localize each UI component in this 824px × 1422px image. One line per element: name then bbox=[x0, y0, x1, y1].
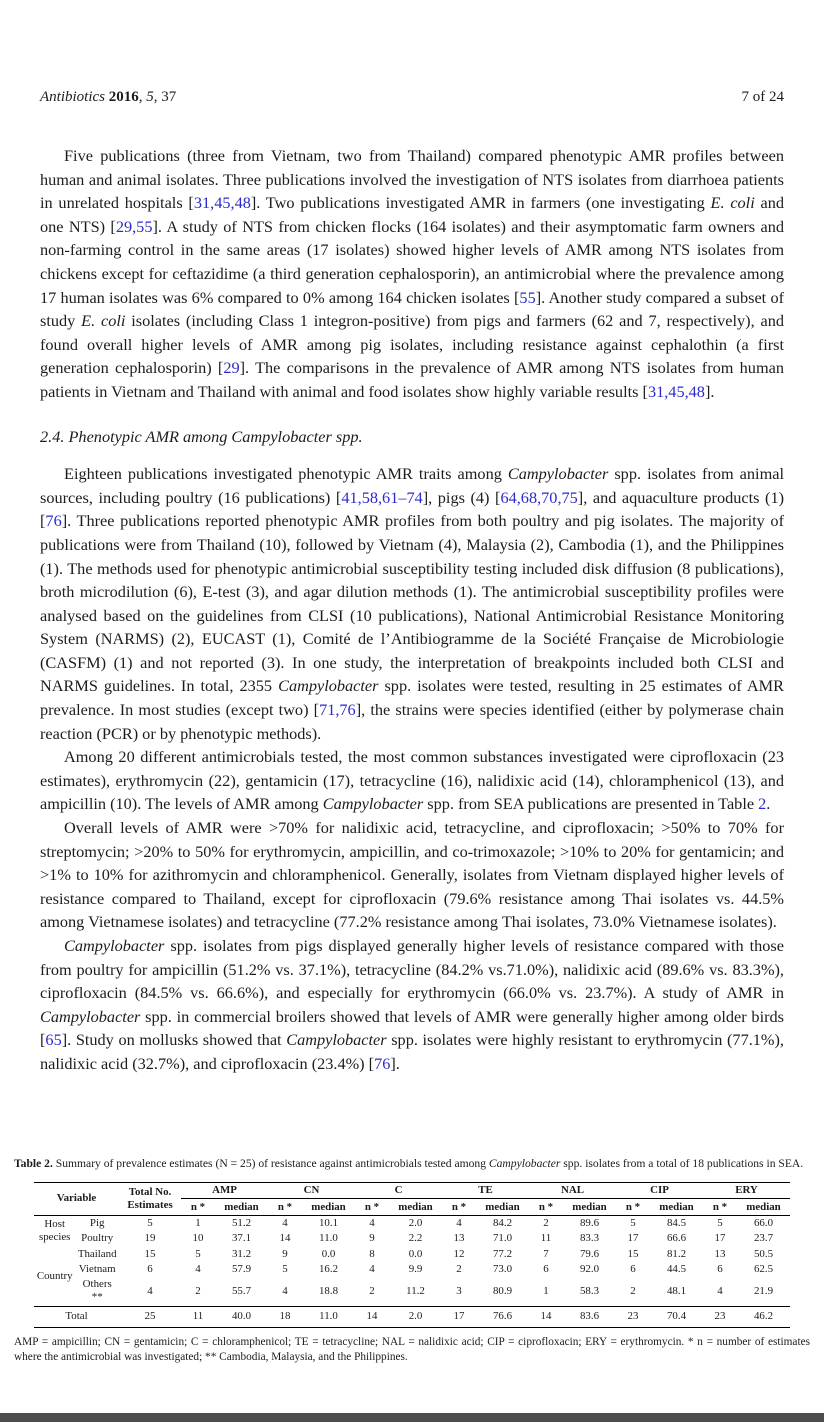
table-cell: 12 bbox=[453, 1247, 465, 1260]
paragraph bbox=[40, 462, 784, 745]
col-header-antibiotic: NAL bbox=[529, 1183, 616, 1199]
col-header-antibiotic: C bbox=[355, 1183, 442, 1199]
table-cell: 15 bbox=[627, 1247, 639, 1260]
row-group-label: Host species bbox=[38, 1218, 71, 1244]
row-label: Poultry bbox=[81, 1232, 114, 1245]
table-cell: 5 bbox=[630, 1216, 636, 1229]
table-cell: 4 bbox=[369, 1216, 375, 1229]
table-cell: 16.2 bbox=[318, 1263, 339, 1276]
text: ]. The comparisons in the prevalence of AMR among NTS isolates from human patients in Vietnam and Thailand with animal and food isolates show highly variable results [ bbox=[40, 358, 784, 401]
table-footnote: AMP = ampicillin; CN = gentamicin; C = chloramphenicol; TE = tetracycline; NAL = nalidixic acid; CIP = ciprofloxacin; ERY = erythromycin. * n = number of estimates where the antimicrobial was investigated; ** Cambodia, Malaysia, and the Philippines. bbox=[14, 1335, 810, 1364]
row-label: Thailand bbox=[77, 1247, 117, 1260]
text: spp. isolates from animal sources, including poultry (16 publications) [ bbox=[40, 464, 784, 507]
col-subheader-n: n * bbox=[355, 1199, 389, 1215]
table-cell: 4 bbox=[282, 1216, 288, 1229]
table-cell: 2 bbox=[369, 1284, 375, 1297]
col-subheader-median: median bbox=[650, 1199, 703, 1215]
col-header-total-estimates: Total No. Estimates bbox=[119, 1183, 181, 1216]
table-cell: 2 bbox=[456, 1263, 462, 1276]
col-subheader-median: median bbox=[563, 1199, 616, 1215]
table-cell: 23.7 bbox=[753, 1232, 774, 1245]
row-group-label: Country bbox=[36, 1269, 73, 1282]
table-cell: 23 bbox=[616, 1306, 650, 1327]
row-label: Others ** bbox=[82, 1278, 112, 1304]
table-cell: 89.6 bbox=[579, 1216, 600, 1229]
table-cell: 5 bbox=[195, 1247, 201, 1260]
citation-link[interactable]: 31,45,48 bbox=[193, 193, 251, 213]
col-header-antibiotic: ERY bbox=[703, 1183, 790, 1199]
text: and one NTS) [ bbox=[40, 193, 785, 236]
table-cell: 17 bbox=[627, 1232, 639, 1245]
table-cell: 5 bbox=[282, 1263, 288, 1276]
text: Overall levels of AMR were >70% for nalidixic acid, tetracycline, and ciprofloxacin; >50% to 70% for streptomycin; >20% to 50% for erythromycin, ampicillin, and co-trimoxazole; >10% to 20% for gentamicin; and >1% to 10% for azithromycin and chloramphenicol. Generally, isolates from Vietnam displayed higher levels of resistance compared to Thailand, except for ciprofloxacin (79.6% resistance among Thai isolates vs. 44.5% among Vietnamese isolates) and tetracycline (77.2% resistance among Thai isolates, 73.0% Vietnamese isolates). bbox=[40, 818, 784, 932]
table-cell: 1 bbox=[543, 1284, 549, 1297]
table-cell: 37.1 bbox=[231, 1232, 252, 1245]
article-body bbox=[40, 144, 784, 1076]
citation-link[interactable]: 65 bbox=[45, 1030, 62, 1050]
col-header-antibiotic: CIP bbox=[616, 1183, 703, 1199]
table-cell: 6 bbox=[543, 1263, 549, 1276]
citation-link[interactable]: 41,58,61–74 bbox=[341, 487, 423, 507]
citation-link[interactable]: 76 bbox=[374, 1053, 391, 1073]
table-cell: 7 bbox=[543, 1247, 549, 1260]
paragraph bbox=[40, 745, 784, 816]
col-header-antibiotic: TE bbox=[442, 1183, 529, 1199]
table-cell: 4 bbox=[195, 1263, 201, 1276]
paragraph bbox=[40, 816, 784, 934]
table-cell: 0.0 bbox=[321, 1247, 336, 1260]
table-cell: 79.6 bbox=[579, 1247, 600, 1260]
col-subheader-n: n * bbox=[181, 1199, 215, 1215]
text: ]. bbox=[390, 1053, 400, 1073]
text: Among 20 different antimicrobials tested, the most common substances investigated were ciprofloxacin (23 estimates), erythromycin (22), gentamicin (17), tetracycline (16), nalidixic acid (14), chloramphenicol (13), and ampicillin (10). The levels of AMR among bbox=[40, 747, 784, 814]
italic-text: Campylobacter bbox=[322, 794, 424, 814]
amr-prevalence-table bbox=[34, 1182, 790, 1328]
col-subheader-median: median bbox=[737, 1199, 790, 1215]
col-subheader-n: n * bbox=[703, 1199, 737, 1215]
table-cell: 4 bbox=[717, 1284, 723, 1297]
table-cell: 17 bbox=[714, 1232, 726, 1245]
table-cell: 44.5 bbox=[666, 1263, 687, 1276]
table-caption bbox=[14, 1156, 810, 1171]
table-cell: 6 bbox=[717, 1263, 723, 1276]
table-cell: 10.1 bbox=[318, 1216, 339, 1229]
table-cell: 50.5 bbox=[753, 1247, 774, 1260]
table-row bbox=[34, 1262, 790, 1277]
table-row bbox=[34, 1277, 790, 1306]
text: Summary of prevalence estimates (N = 25) of resistance against antimicrobials tested among bbox=[52, 1157, 489, 1170]
italic-text: 5 bbox=[146, 89, 154, 105]
col-subheader-median: median bbox=[302, 1199, 355, 1215]
table-cell: 4 bbox=[456, 1216, 462, 1229]
italic-text: Campylobacter bbox=[507, 464, 609, 484]
table-cell: 57.9 bbox=[231, 1263, 252, 1276]
italic-text: Campylobacter bbox=[64, 936, 165, 955]
table-cell-total-estimates: 19 bbox=[144, 1232, 156, 1245]
text: 2.4. Phenotypic AMR among Campylobacter spp. bbox=[40, 426, 363, 446]
table-cell: 14 bbox=[279, 1232, 291, 1245]
table-cell: 11.0 bbox=[319, 1232, 338, 1245]
col-header-antibiotic: AMP bbox=[181, 1183, 268, 1199]
total-row-label: Total bbox=[34, 1306, 119, 1327]
table-cell: 2 bbox=[543, 1216, 549, 1229]
table-cell: 92.0 bbox=[579, 1263, 600, 1276]
table-cell: 9 bbox=[282, 1247, 288, 1260]
col-subheader-n: n * bbox=[442, 1199, 476, 1215]
table-cell: 5 bbox=[717, 1216, 723, 1229]
table-cell: 77.2 bbox=[492, 1247, 513, 1260]
table-cell: 84.5 bbox=[666, 1216, 687, 1229]
italic-text: Campylobacter bbox=[286, 1030, 387, 1050]
table-cell: 31.2 bbox=[231, 1247, 252, 1260]
table-cell: 13 bbox=[453, 1232, 465, 1245]
page-number: 7 of 24 bbox=[741, 89, 784, 105]
col-subheader-median: median bbox=[476, 1199, 529, 1215]
table-cell: 2.0 bbox=[389, 1306, 442, 1327]
text: spp. from SEA publications are presented in Table bbox=[423, 794, 759, 814]
col-subheader-n: n * bbox=[529, 1199, 563, 1215]
table-cell: 62.5 bbox=[753, 1263, 774, 1276]
table-cell: 8 bbox=[369, 1247, 375, 1260]
text: spp. isolates from a total of 18 publications in SEA. bbox=[560, 1157, 804, 1170]
table-cell: 13 bbox=[714, 1247, 726, 1260]
table-cell: 76.6 bbox=[476, 1306, 529, 1327]
table-cell: 11 bbox=[540, 1232, 552, 1245]
table-cell-total-estimates: 25 bbox=[119, 1306, 181, 1327]
table-cell: 11.0 bbox=[302, 1306, 355, 1327]
table-cell: 6 bbox=[630, 1263, 636, 1276]
citation-link[interactable]: 29 bbox=[223, 358, 240, 378]
citation-link[interactable]: 2 bbox=[758, 794, 767, 814]
journal-citation bbox=[40, 88, 176, 106]
table-cell: 66.6 bbox=[666, 1232, 687, 1245]
table-cell: 46.2 bbox=[737, 1306, 790, 1327]
table-cell: 14 bbox=[529, 1306, 563, 1327]
table-cell: 10 bbox=[192, 1232, 204, 1245]
table-total-row bbox=[34, 1306, 790, 1327]
table-cell: 71.0 bbox=[492, 1232, 513, 1245]
table-cell: 4 bbox=[282, 1284, 288, 1297]
table-row bbox=[34, 1215, 790, 1231]
table-cell: 70.4 bbox=[650, 1306, 703, 1327]
text: Five publications (three from Vietnam, two from Thailand) compared phenotypic AMR profiles between human and animal isolates. Three publications involved the investigation of NTS isolates from diarrhoea patients in unrelated hospitals [ bbox=[40, 146, 784, 213]
text: , bbox=[138, 89, 147, 105]
table-cell: 40.0 bbox=[215, 1306, 268, 1327]
viewer-bottom-bar bbox=[0, 1413, 824, 1422]
col-subheader-n: n * bbox=[616, 1199, 650, 1215]
table-cell: 14 bbox=[355, 1306, 389, 1327]
col-subheader-n: n * bbox=[268, 1199, 302, 1215]
table-block bbox=[14, 1156, 810, 1366]
citation-link[interactable]: 76 bbox=[45, 511, 62, 531]
table-cell: 2 bbox=[630, 1284, 636, 1297]
citation-link[interactable]: 64,68,70,75 bbox=[500, 487, 578, 507]
table-cell: 1 bbox=[195, 1216, 201, 1229]
text: ]. Another study compared a subset of study bbox=[40, 287, 785, 331]
table-cell: 0.0 bbox=[408, 1247, 423, 1260]
table-cell: 83.3 bbox=[579, 1232, 600, 1245]
text: ]. Two publications investigated AMR in farmers (one investigating bbox=[250, 193, 711, 213]
running-head bbox=[40, 88, 784, 106]
bold-text: Table 2. bbox=[14, 1157, 53, 1170]
text: , 37 bbox=[153, 89, 177, 105]
text: . bbox=[766, 794, 771, 814]
table-cell: 4 bbox=[369, 1263, 375, 1276]
table-cell: 83.6 bbox=[563, 1306, 616, 1327]
table-cell: 2.2 bbox=[408, 1232, 423, 1245]
table-cell: 17 bbox=[442, 1306, 476, 1327]
citation-link[interactable]: 29,55 bbox=[115, 216, 153, 236]
table-cell-total-estimates: 6 bbox=[147, 1263, 153, 1276]
table-cell: 58.3 bbox=[579, 1284, 600, 1297]
italic-text: Campylobacter bbox=[278, 676, 379, 696]
text: ]. Three publications reported phenotypic AMR profiles from both poultry and pig isolates. The majority of publications were from Thailand (10), followed by Vietnam (4), Malaysia (2), Cambodia (1), and the Philippines (1). The methods used for phenotypic antimicrobial susceptibility testing included disk diffusion (8 publications), broth microdilution (6), E-test (3), and agar dilution methods (1). The antimicrobial susceptibility profiles were analysed based on the guidelines from CLSI (10 publications), National Antimicrobial Resistance Monitoring System (NARMS) (2), EUCAST (1), Comité de l’Antibiogramme de la Société Française de Microbiologie (CASFM) (1) and not reported (3). In one study, the interpretation of breakpoints included both CLSI and NARMS guidelines. In total, 2355 bbox=[40, 511, 784, 696]
text: isolates (including Class 1 integron-positive) from pigs and farmers (62 and 7, respectively), and found overall higher levels of AMR among pig isolates, including resistance against cephalothin (a first generation cephalosporin) [ bbox=[40, 311, 784, 378]
table-cell: 73.0 bbox=[492, 1263, 513, 1276]
section-heading bbox=[40, 425, 784, 449]
row-label: Vietnam bbox=[78, 1263, 116, 1276]
citation-link[interactable]: 71,76 bbox=[319, 700, 356, 720]
col-subheader-median: median bbox=[215, 1199, 268, 1215]
table-cell: 21.9 bbox=[753, 1284, 774, 1297]
table-cell-total-estimates: 15 bbox=[144, 1247, 156, 1260]
col-subheader-median: median bbox=[389, 1199, 442, 1215]
italic-text: Antibiotics bbox=[40, 89, 109, 105]
col-header-variable: Variable bbox=[34, 1183, 119, 1216]
text: ]. Study on mollusks showed that bbox=[61, 1030, 287, 1050]
bold-text: 2016 bbox=[108, 89, 139, 105]
text: spp. isolates were tested, resulting in 25 estimates of AMR prevalence. In most studies (except two) [ bbox=[40, 676, 785, 720]
text: ]. bbox=[704, 381, 715, 401]
text: spp. isolates were highly resistant to erythromycin (77.1%), nalidixic acid (32.7%), and ciprofloxacin (23.4%) [ bbox=[40, 1030, 784, 1073]
paragraph bbox=[40, 934, 784, 1076]
table-cell: 11 bbox=[181, 1306, 215, 1327]
table-cell: 81.2 bbox=[666, 1247, 687, 1260]
table-cell: 18 bbox=[268, 1306, 302, 1327]
table-cell-total-estimates: 4 bbox=[147, 1284, 153, 1297]
text: spp. in commercial broilers showed that levels of AMR were generally higher among older birds [ bbox=[40, 1006, 784, 1050]
table-cell: 51.2 bbox=[231, 1216, 252, 1229]
italic-text: Campylobacter bbox=[488, 1157, 561, 1170]
text: Eighteen publications investigated phenotypic AMR traits among bbox=[64, 464, 508, 484]
table-cell: 80.9 bbox=[492, 1284, 513, 1297]
table-cell: 3 bbox=[456, 1284, 462, 1297]
paragraph bbox=[40, 144, 784, 404]
text: spp. isolates from pigs displayed generally higher levels of resistance compared with those from poultry for ampicillin (51.2% vs. 37.1%), tetracycline (84.2% vs.71.0%), nalidixic acid (89.6% vs. 83.3%), ciprofloxacin (84.5% vs. 66.6%), and especially for erythromycin (66.0% vs. 23.7%). A study of AMR in bbox=[40, 936, 784, 1003]
table-row bbox=[34, 1247, 790, 1262]
table-cell: 66.0 bbox=[753, 1216, 774, 1229]
table-cell: 23 bbox=[703, 1306, 737, 1327]
citation-link[interactable]: 55 bbox=[519, 287, 536, 307]
row-label: Pig bbox=[89, 1216, 105, 1229]
table-cell: 2 bbox=[195, 1284, 201, 1297]
table-cell: 84.2 bbox=[492, 1216, 513, 1229]
italic-text: E. coli bbox=[81, 311, 126, 331]
text: ]. A study of NTS from chicken flocks (164 isolates) and their asymptomatic farm owners and non-farming control in the same areas (17 isolates) showed higher levels of AMR among NTS isolates from chickens except for ceftazidime (a third generation cephalosporin), an antimicrobial where the prevalence among 17 human isolates was 6% compared to 0% among 164 chicken isolates [ bbox=[40, 216, 784, 307]
table-cell: 9 bbox=[369, 1232, 375, 1245]
table-cell: 55.7 bbox=[231, 1284, 252, 1297]
italic-text: E. coli bbox=[710, 193, 755, 213]
italic-text: Campylobacter bbox=[40, 1006, 141, 1026]
table-cell-total-estimates: 5 bbox=[147, 1216, 153, 1229]
citation-link[interactable]: 31,45,48 bbox=[647, 381, 705, 401]
table-cell: 48.1 bbox=[666, 1284, 687, 1297]
text: ], and aquaculture products (1) [ bbox=[40, 487, 785, 531]
table-cell: 9.9 bbox=[408, 1263, 423, 1276]
col-header-antibiotic: CN bbox=[268, 1183, 355, 1199]
table-cell: 11.2 bbox=[406, 1284, 425, 1297]
table-cell: 18.8 bbox=[318, 1284, 339, 1297]
table-row bbox=[34, 1231, 790, 1246]
text: ], pigs (4) [ bbox=[422, 487, 501, 507]
table-cell: 2.0 bbox=[408, 1216, 423, 1229]
text: ], the strains were species identified (either by polymerase chain reaction (PCR) or by phenotypic methods). bbox=[40, 700, 784, 743]
